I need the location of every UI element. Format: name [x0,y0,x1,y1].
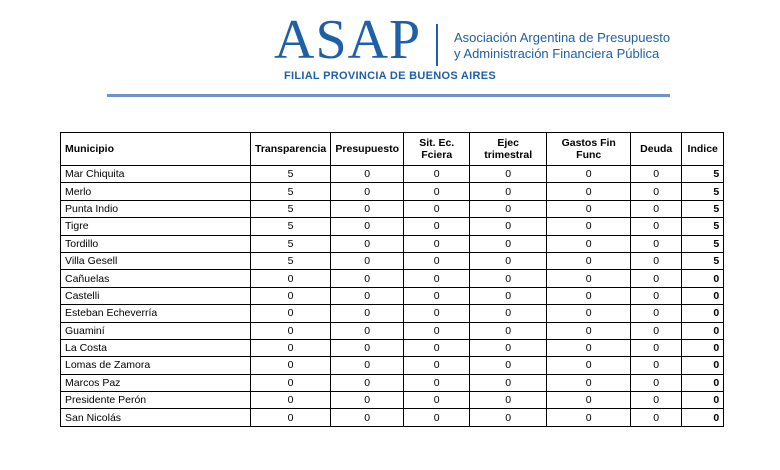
cell-deuda: 0 [631,322,682,339]
column-header-ejec-trimestral: Ejec trimestral [470,133,547,166]
column-header-sit-ec-fciera: Sit. Ec. Fciera [404,133,470,166]
cell-municipio: Castelli [61,287,251,304]
cell-indice: 5 [682,166,724,183]
cell-ejec-trimestral: 0 [470,357,547,374]
cell-presupuesto: 0 [331,270,404,287]
cell-municipio: Cañuelas [61,270,251,287]
cell-transparencia: 0 [251,270,331,287]
cell-deuda: 0 [631,392,682,409]
cell-ejec-trimestral: 0 [470,166,547,183]
cell-ejec-trimestral: 0 [470,218,547,235]
table-row [61,374,724,391]
cell-presupuesto: 0 [331,339,404,356]
cell-transparencia: 0 [251,339,331,356]
table-row [61,270,724,287]
municipality-index-table [60,132,724,427]
cell-municipio: San Nicolás [61,409,251,426]
cell-sit-ec-fciera: 0 [404,322,470,339]
header-divider [107,94,670,97]
organization-name-line1: Asociación Argentina de Presupuesto [454,30,671,45]
cell-municipio: Guaminí [61,322,251,339]
cell-municipio: Tordillo [61,235,251,252]
cell-ejec-trimestral: 0 [470,339,547,356]
column-header-transparencia: Transparencia [251,133,331,166]
cell-gastos-fin-func: 0 [547,409,631,426]
cell-deuda: 0 [631,357,682,374]
cell-gastos-fin-func: 0 [547,287,631,304]
cell-sit-ec-fciera: 0 [404,270,470,287]
cell-ejec-trimestral: 0 [470,270,547,287]
table-row [61,305,724,322]
cell-transparencia: 5 [251,218,331,235]
cell-deuda: 0 [631,166,682,183]
table-row [61,287,724,304]
table-row [61,339,724,356]
cell-transparencia: 0 [251,305,331,322]
column-header-deuda: Deuda [631,133,682,166]
cell-deuda: 0 [631,339,682,356]
cell-transparencia: 0 [251,409,331,426]
cell-transparencia: 0 [251,322,331,339]
cell-presupuesto: 0 [331,392,404,409]
cell-ejec-trimestral: 0 [470,235,547,252]
table-row [61,392,724,409]
cell-deuda: 0 [631,270,682,287]
table-row [61,218,724,235]
cell-indice: 5 [682,218,724,235]
cell-indice: 5 [682,200,724,217]
cell-ejec-trimestral: 0 [470,305,547,322]
table-row [61,166,724,183]
cell-gastos-fin-func: 0 [547,235,631,252]
cell-indice: 5 [682,183,724,200]
cell-gastos-fin-func: 0 [547,200,631,217]
cell-sit-ec-fciera: 0 [404,409,470,426]
cell-presupuesto: 0 [331,235,404,252]
cell-sit-ec-fciera: 0 [404,235,470,252]
cell-indice: 0 [682,374,724,391]
table-row [61,235,724,252]
cell-deuda: 0 [631,409,682,426]
cell-sit-ec-fciera: 0 [404,374,470,391]
cell-municipio: Tigre [61,218,251,235]
cell-municipio: Merlo [61,183,251,200]
logo-separator [436,24,438,66]
organization-name-line2: y Administración Financiera Pública [454,46,660,61]
table-body [61,166,724,427]
cell-transparencia: 0 [251,392,331,409]
cell-ejec-trimestral: 0 [470,374,547,391]
cell-ejec-trimestral: 0 [470,183,547,200]
column-header-gastos-fin-func: Gastos Fin Func [547,133,631,166]
table-row [61,322,724,339]
logo-wordmark: ASAP [274,9,422,71]
table-row [61,357,724,374]
cell-transparencia: 5 [251,200,331,217]
cell-indice: 5 [682,252,724,269]
cell-presupuesto: 0 [331,200,404,217]
cell-municipio: La Costa [61,339,251,356]
cell-sit-ec-fciera: 0 [404,218,470,235]
table-row [61,409,724,426]
cell-presupuesto: 0 [331,252,404,269]
organization-name [454,30,670,62]
filial-subtitle: FILIAL PROVINCIA DE BUENOS AIRES [283,70,497,82]
cell-indice: 0 [682,287,724,304]
cell-municipio: Marcos Paz [61,374,251,391]
cell-sit-ec-fciera: 0 [404,183,470,200]
cell-gastos-fin-func: 0 [547,252,631,269]
cell-municipio: Lomas de Zamora [61,357,251,374]
cell-sit-ec-fciera: 0 [404,357,470,374]
cell-gastos-fin-func: 0 [547,166,631,183]
cell-ejec-trimestral: 0 [470,200,547,217]
cell-indice: 0 [682,392,724,409]
column-header-presupuesto: Presupuesto [331,133,404,166]
cell-deuda: 0 [631,235,682,252]
cell-deuda: 0 [631,183,682,200]
cell-indice: 0 [682,339,724,356]
cell-sit-ec-fciera: 0 [404,166,470,183]
cell-gastos-fin-func: 0 [547,339,631,356]
table-row [61,200,724,217]
column-header-municipio: Municipio [61,133,251,166]
cell-ejec-trimestral: 0 [470,322,547,339]
cell-presupuesto: 0 [331,374,404,391]
cell-deuda: 0 [631,252,682,269]
cell-ejec-trimestral: 0 [470,287,547,304]
cell-sit-ec-fciera: 0 [404,252,470,269]
cell-ejec-trimestral: 0 [470,409,547,426]
cell-transparencia: 5 [251,166,331,183]
table-header-row [61,133,724,166]
cell-transparencia: 0 [251,357,331,374]
cell-municipio: Punta Indio [61,200,251,217]
cell-municipio: Esteban Echeverría [61,305,251,322]
column-header-indice: Indice [682,133,724,166]
cell-sit-ec-fciera: 0 [404,339,470,356]
cell-presupuesto: 0 [331,322,404,339]
cell-presupuesto: 0 [331,287,404,304]
cell-presupuesto: 0 [331,305,404,322]
cell-sit-ec-fciera: 0 [404,305,470,322]
cell-gastos-fin-func: 0 [547,305,631,322]
cell-presupuesto: 0 [331,218,404,235]
cell-deuda: 0 [631,305,682,322]
cell-transparencia: 0 [251,287,331,304]
cell-ejec-trimestral: 0 [470,392,547,409]
cell-indice: 5 [682,235,724,252]
cell-gastos-fin-func: 0 [547,357,631,374]
cell-gastos-fin-func: 0 [547,218,631,235]
table-row [61,183,724,200]
cell-gastos-fin-func: 0 [547,183,631,200]
cell-sit-ec-fciera: 0 [404,200,470,217]
cell-gastos-fin-func: 0 [547,392,631,409]
cell-indice: 0 [682,270,724,287]
cell-presupuesto: 0 [331,409,404,426]
cell-deuda: 0 [631,287,682,304]
cell-ejec-trimestral: 0 [470,252,547,269]
cell-municipio: Villa Gesell [61,252,251,269]
cell-transparencia: 0 [251,374,331,391]
cell-municipio: Presidente Perón [61,392,251,409]
cell-indice: 0 [682,357,724,374]
cell-indice: 0 [682,305,724,322]
cell-transparencia: 5 [251,252,331,269]
cell-municipio: Mar Chiquita [61,166,251,183]
cell-deuda: 0 [631,200,682,217]
cell-sit-ec-fciera: 0 [404,287,470,304]
cell-gastos-fin-func: 0 [547,322,631,339]
cell-deuda: 0 [631,218,682,235]
cell-indice: 0 [682,322,724,339]
cell-deuda: 0 [631,374,682,391]
cell-presupuesto: 0 [331,183,404,200]
cell-gastos-fin-func: 0 [547,374,631,391]
table-row [61,252,724,269]
cell-indice: 0 [682,409,724,426]
cell-presupuesto: 0 [331,166,404,183]
cell-sit-ec-fciera: 0 [404,392,470,409]
cell-transparencia: 5 [251,235,331,252]
cell-presupuesto: 0 [331,357,404,374]
cell-transparencia: 5 [251,183,331,200]
cell-gastos-fin-func: 0 [547,270,631,287]
